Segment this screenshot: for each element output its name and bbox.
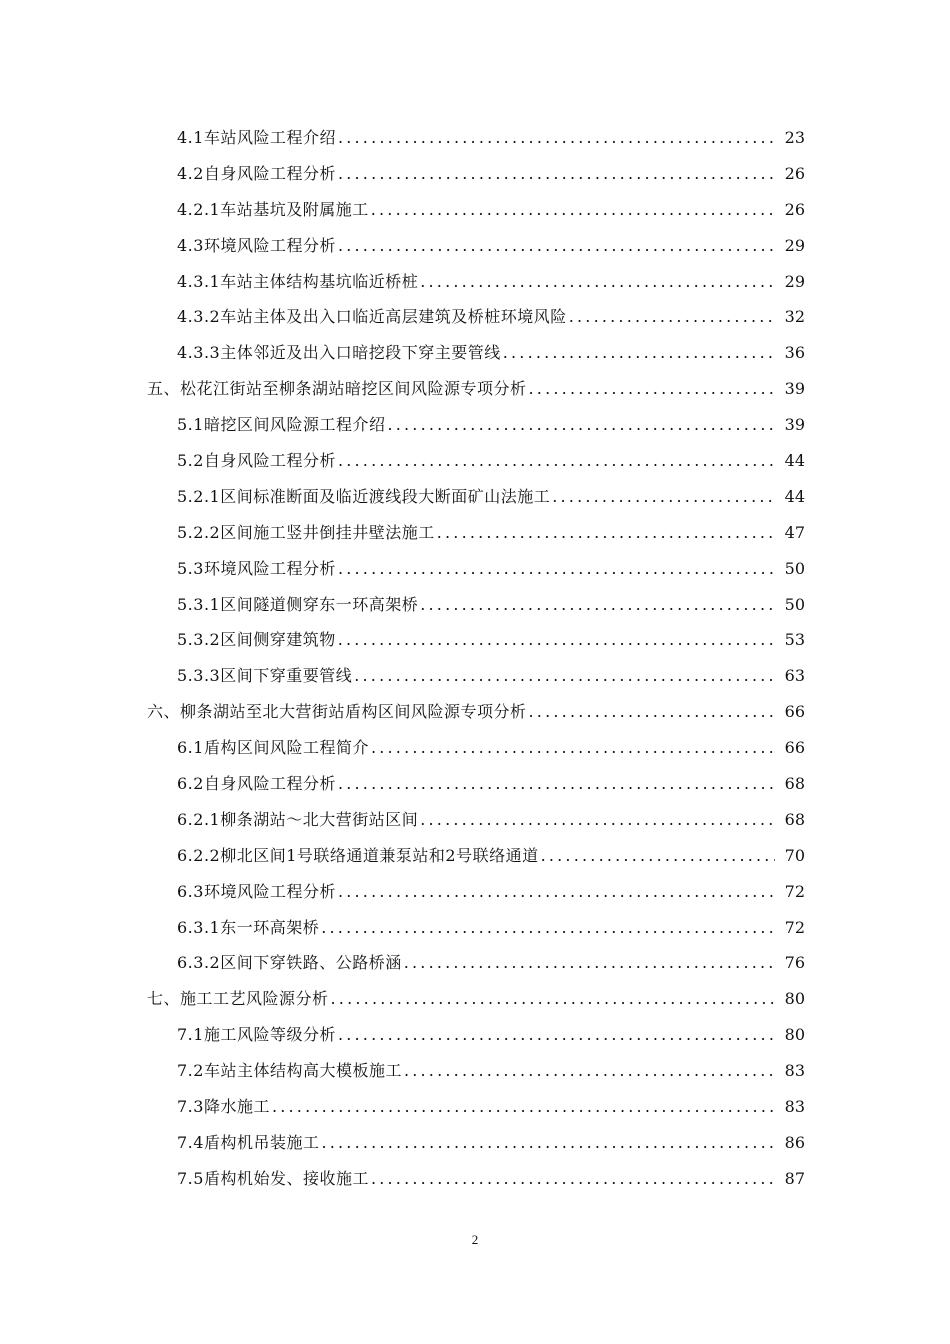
toc-dot-leader <box>331 989 775 1009</box>
toc-dot-leader <box>529 702 775 722</box>
toc-entry[interactable] <box>0 1089 950 1125</box>
toc-entry-title: 6.2.1柳条湖站～北大营街站区间 <box>177 809 419 829</box>
toc-entry-title: 六、柳条湖站至北大营街站盾构区间风险源专项分析 <box>147 702 527 722</box>
toc-dot-leader <box>569 307 775 327</box>
toc-entry[interactable] <box>0 802 950 838</box>
toc-entry-title: 5.3.3区间下穿重要管线 <box>177 666 353 686</box>
toc-entry-page: 50 <box>784 594 805 614</box>
toc-dot-leader <box>338 1025 775 1045</box>
toc-entry-page: 63 <box>784 666 805 686</box>
toc-dot-leader <box>541 846 775 866</box>
toc-entry-title: 6.3.2区间下穿铁路、公路桥涵 <box>177 953 402 973</box>
toc-dot-leader <box>272 1097 775 1117</box>
toc-dot-leader <box>338 559 775 579</box>
toc-dot-leader <box>404 1061 775 1081</box>
toc-entry[interactable] <box>0 1017 950 1053</box>
toc-dot-leader <box>338 630 775 650</box>
toc-entry-page: 83 <box>784 1096 805 1116</box>
toc-entry[interactable] <box>0 1053 950 1089</box>
toc-dot-leader <box>503 343 775 363</box>
toc-entry[interactable] <box>0 766 950 802</box>
toc-entry[interactable] <box>0 515 950 551</box>
toc-entry[interactable] <box>0 479 950 515</box>
page-number: 2 <box>471 1232 479 1247</box>
toc-entry[interactable] <box>0 371 950 407</box>
toc-entry-page: 53 <box>784 630 805 650</box>
toc-entry[interactable] <box>0 156 950 192</box>
toc-dot-leader <box>371 738 775 758</box>
toc-entry-title: 4.1车站风险工程介绍 <box>177 127 336 147</box>
toc-entry-title: 5.2.1区间标准断面及临近渡线段大断面矿山法施工 <box>177 486 551 506</box>
toc-dot-leader <box>338 451 775 471</box>
toc-entry-page: 32 <box>784 307 805 327</box>
toc-entry-page: 68 <box>784 809 805 829</box>
toc-entry[interactable] <box>0 443 950 479</box>
toc-entry-page: 80 <box>784 1025 805 1045</box>
toc-dot-leader <box>338 236 775 256</box>
toc-entry-title: 4.2自身风险工程分析 <box>177 163 336 183</box>
toc-entry[interactable] <box>0 694 950 730</box>
toc-entry[interactable] <box>0 299 950 335</box>
toc-entry-title: 7.2车站主体结构高大模板施工 <box>177 1061 402 1081</box>
toc-dot-leader <box>338 128 775 148</box>
toc-entry-title: 4.3.2车站主体及出入口临近高层建筑及桥桩环境风险 <box>177 307 567 327</box>
toc-entry-page: 80 <box>784 989 805 1009</box>
toc-entry[interactable] <box>0 551 950 587</box>
toc-entry-page: 87 <box>784 1168 805 1188</box>
toc-dot-leader <box>371 200 775 220</box>
toc-entry-title: 4.3.3主体邻近及出入口暗挖段下穿主要管线 <box>177 343 501 363</box>
toc-entry-page: 29 <box>784 235 805 255</box>
toc-entry[interactable] <box>0 838 950 874</box>
toc-entry-page: 44 <box>784 486 805 506</box>
toc-entry-title: 7.5盾构机始发、接收施工 <box>177 1168 369 1188</box>
toc-dot-leader <box>420 272 775 292</box>
toc-entry[interactable] <box>0 910 950 946</box>
toc-entry-title: 七、施工工艺风险源分析 <box>147 989 329 1009</box>
toc-dot-leader <box>321 1133 775 1153</box>
toc-entry-title: 4.3.1车站主体结构基坑临近桥桩 <box>177 271 419 291</box>
toc-entry-page: 29 <box>784 271 805 291</box>
toc-dot-leader <box>437 523 775 543</box>
toc-entry-page: 47 <box>784 522 805 542</box>
toc-dot-leader <box>338 774 775 794</box>
toc-entry-title: 5.3.1区间隧道侧穿东一环高架桥 <box>177 594 419 614</box>
toc-dot-leader <box>420 810 775 830</box>
toc-entry-title: 五、松花江街站至柳条湖站暗挖区间风险源专项分析 <box>147 379 527 399</box>
toc-entry-title: 6.1盾构区间风险工程简介 <box>177 738 369 758</box>
toc-entry-title: 4.2.1车站基坑及附属施工 <box>177 199 369 219</box>
toc-entry-page: 23 <box>784 127 805 147</box>
toc-dot-leader <box>354 666 775 686</box>
toc-entry[interactable] <box>0 264 950 300</box>
toc-dot-leader <box>338 882 775 902</box>
toc-entry-title: 6.2自身风险工程分析 <box>177 773 336 793</box>
toc-entry-page: 72 <box>784 881 805 901</box>
toc-entry[interactable] <box>0 587 950 623</box>
toc-entry[interactable] <box>0 1161 950 1197</box>
toc-entry[interactable] <box>0 981 950 1017</box>
toc-entry-title: 5.1暗挖区间风险源工程介绍 <box>177 415 386 435</box>
table-of-contents <box>0 120 950 1197</box>
toc-dot-leader <box>371 1169 775 1189</box>
toc-entry-page: 39 <box>784 415 805 435</box>
toc-entry-title: 5.2自身风险工程分析 <box>177 450 336 470</box>
toc-entry[interactable] <box>0 407 950 443</box>
toc-dot-leader <box>404 953 775 973</box>
toc-entry-title: 7.1施工风险等级分析 <box>177 1025 336 1045</box>
toc-dot-leader <box>387 415 775 435</box>
toc-entry[interactable] <box>0 120 950 156</box>
toc-entry-page: 44 <box>784 450 805 470</box>
toc-entry[interactable] <box>0 730 950 766</box>
toc-entry-page: 26 <box>784 163 805 183</box>
toc-entry-title: 4.3环境风险工程分析 <box>177 235 336 255</box>
toc-entry-title: 7.3降水施工 <box>177 1096 270 1116</box>
toc-dot-leader <box>552 487 775 507</box>
toc-entry[interactable] <box>0 658 950 694</box>
toc-entry-page: 66 <box>784 738 805 758</box>
toc-entry-title: 6.3环境风险工程分析 <box>177 881 336 901</box>
toc-entry-page: 86 <box>784 1132 805 1152</box>
toc-entry[interactable] <box>0 335 950 371</box>
toc-entry[interactable] <box>0 192 950 228</box>
toc-entry-page: 72 <box>784 917 805 937</box>
toc-entry-title: 6.2.2柳北区间1号联络通道兼泵站和2号联络通道 <box>177 845 539 865</box>
toc-entry[interactable] <box>0 1125 950 1161</box>
toc-entry-page: 70 <box>784 845 805 865</box>
toc-entry-title: 5.3.2区间侧穿建筑物 <box>177 630 336 650</box>
toc-entry[interactable] <box>0 622 950 658</box>
toc-dot-leader <box>321 918 775 938</box>
toc-dot-leader <box>420 595 775 615</box>
toc-entry-page: 66 <box>784 702 805 722</box>
toc-dot-leader <box>529 379 775 399</box>
toc-entry[interactable] <box>0 874 950 910</box>
toc-entry-title: 6.3.1东一环高架桥 <box>177 917 320 937</box>
toc-entry-title: 7.4盾构机吊装施工 <box>177 1132 320 1152</box>
toc-entry-title: 5.2.2区间施工竖井倒挂井壁法施工 <box>177 522 435 542</box>
toc-entry-page: 39 <box>784 379 805 399</box>
toc-entry-page: 50 <box>784 558 805 578</box>
toc-entry-page: 36 <box>784 343 805 363</box>
toc-entry[interactable] <box>0 945 950 981</box>
toc-entry-page: 76 <box>784 953 805 973</box>
toc-dot-leader <box>338 164 775 184</box>
toc-entry-title: 5.3环境风险工程分析 <box>177 558 336 578</box>
toc-entry[interactable] <box>0 228 950 264</box>
toc-entry-page: 83 <box>784 1061 805 1081</box>
toc-entry-page: 26 <box>784 199 805 219</box>
toc-entry-page: 68 <box>784 773 805 793</box>
